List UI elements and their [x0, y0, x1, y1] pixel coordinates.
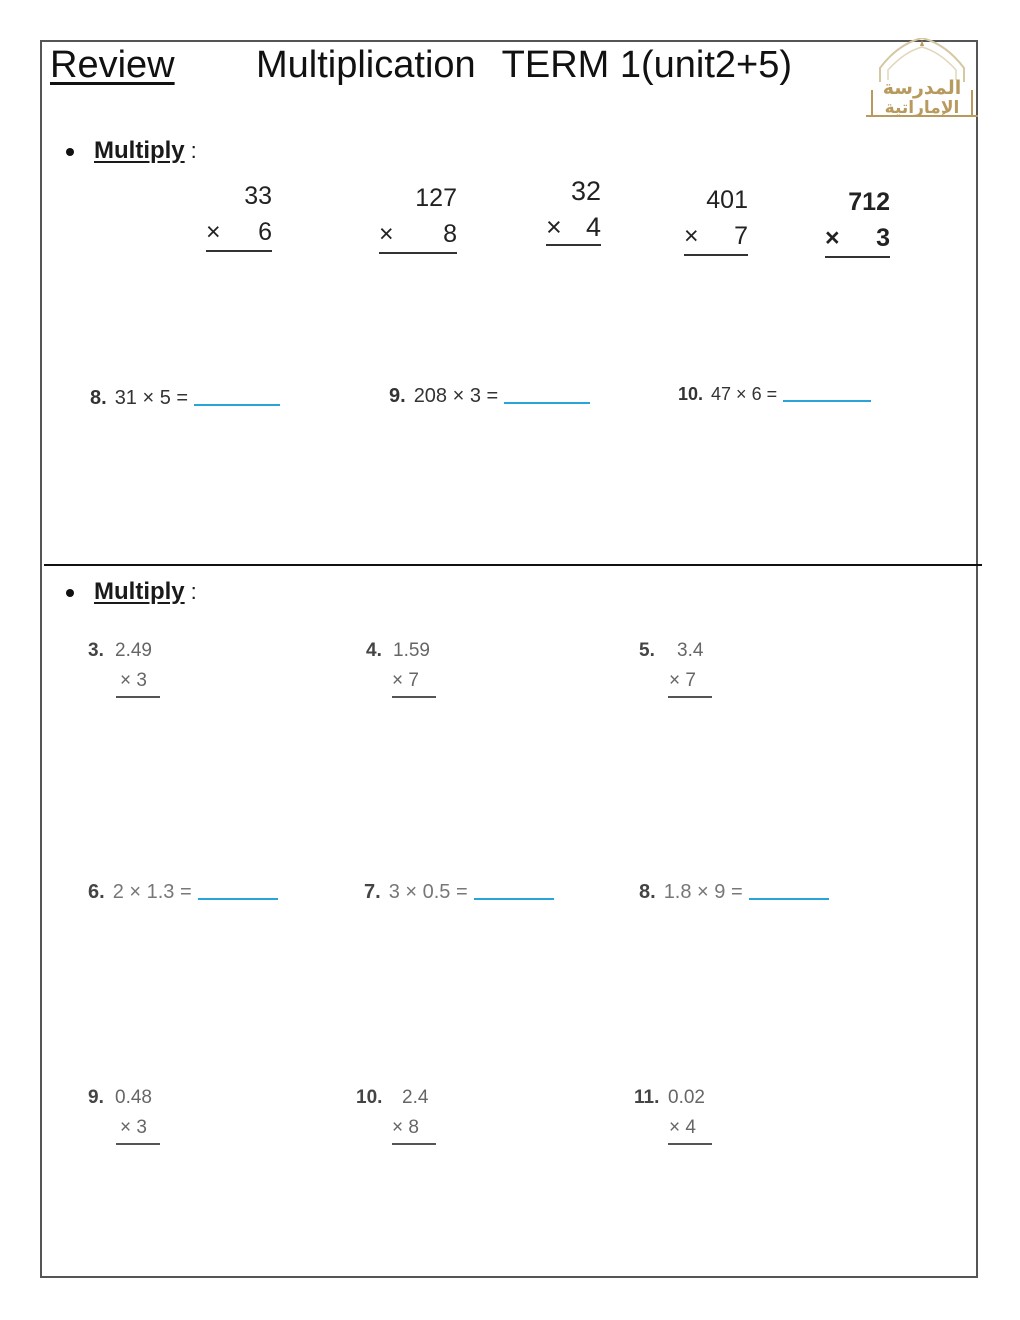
problem-number: 9. — [88, 1087, 104, 1108]
answer-rule — [206, 250, 272, 252]
multiplicand: 3.4 — [677, 640, 704, 661]
answer-rule — [379, 252, 457, 254]
instruction-label: Multiply — [94, 578, 185, 605]
times-sign: × — [546, 212, 562, 242]
decimal-problem-11 — [634, 1087, 724, 1147]
instruction-label: Multiply — [94, 137, 185, 164]
problem-33x6 — [206, 182, 272, 256]
instruction-colon: : — [190, 579, 197, 604]
instruction-colon: : — [190, 138, 197, 163]
multiplier: × 3 — [120, 670, 147, 691]
answer-rule — [116, 1143, 160, 1145]
page-title — [256, 44, 792, 87]
times-sign: × — [379, 220, 394, 248]
answer-rule — [668, 696, 712, 698]
answer-rule — [825, 256, 890, 258]
multiplier: × 7 — [392, 670, 419, 691]
answer-rule — [392, 696, 436, 698]
equation-expr: 1.8 × 9 = — [663, 881, 743, 903]
multiplicand: 2.4 — [402, 1087, 429, 1108]
problem-127x8 — [379, 184, 457, 258]
problem-number: 3. — [88, 640, 104, 661]
answer-rule — [546, 244, 601, 246]
problem-number: 8. — [90, 387, 107, 409]
problem-number: 9. — [389, 385, 406, 407]
multiplicand: 33 — [244, 182, 272, 210]
problem-32x4 — [546, 176, 601, 250]
multiplier: 8 — [443, 220, 457, 248]
answer-blank[interactable] — [783, 400, 871, 402]
problem-number: 8. — [639, 881, 656, 903]
multiplicand: 1.59 — [393, 640, 430, 661]
bullet-icon — [66, 148, 74, 156]
equation-expr: 31 × 5 = — [114, 387, 189, 409]
problem-number: 11. — [634, 1087, 660, 1108]
decimal-equation-6 — [88, 881, 278, 904]
decimal-equation-8 — [639, 881, 829, 904]
multiplicand: 127 — [415, 184, 457, 212]
problem-number: 4. — [366, 640, 382, 661]
answer-blank[interactable] — [749, 898, 829, 900]
decimal-problem-9 — [88, 1087, 168, 1147]
equation-expr: 47 × 6 = — [711, 384, 778, 404]
equation-8 — [90, 387, 280, 410]
problem-number: 10. — [356, 1087, 383, 1108]
bullet-icon — [66, 589, 74, 597]
answer-blank[interactable] — [474, 898, 554, 900]
title-term: TERM 1(unit2+5) — [501, 44, 793, 86]
logo-text-1: المدرسة — [882, 77, 962, 99]
multiplier: × 4 — [669, 1117, 696, 1138]
problem-401x7 — [684, 186, 748, 260]
answer-blank[interactable] — [198, 898, 278, 900]
times-sign: × — [825, 224, 840, 252]
section2-instruction — [66, 578, 197, 606]
problem-number: 10. — [678, 384, 704, 404]
decimal-problem-4 — [366, 640, 446, 700]
equation-10 — [678, 384, 871, 405]
problem-number: 5. — [639, 640, 655, 661]
review-heading: Review — [50, 44, 175, 86]
multiplier: 4 — [585, 212, 601, 242]
logo-text-2: الإماراتية — [884, 98, 960, 118]
answer-rule — [684, 254, 748, 256]
equation-expr: 3 × 0.5 = — [388, 881, 468, 903]
equation-9 — [389, 385, 590, 408]
answer-rule — [668, 1143, 712, 1145]
multiplier: 3 — [876, 224, 890, 252]
answer-rule — [392, 1143, 436, 1145]
answer-blank[interactable] — [194, 404, 280, 406]
multiplicand: 32 — [570, 176, 601, 206]
multiplicand: 0.02 — [668, 1087, 705, 1108]
section1-instruction — [66, 137, 197, 165]
multiplier: × 7 — [669, 670, 696, 691]
multiplier: 7 — [734, 222, 748, 250]
answer-blank[interactable] — [504, 402, 590, 404]
decimal-problem-10 — [356, 1087, 446, 1147]
equation-expr: 208 × 3 = — [413, 385, 499, 407]
equation-expr: 2 × 1.3 = — [112, 881, 192, 903]
problem-number: 7. — [364, 881, 381, 903]
section-divider — [44, 564, 982, 566]
problem-number: 6. — [88, 881, 105, 903]
title-multiplication: Multiplication — [256, 44, 476, 86]
multiplicand: 712 — [848, 188, 890, 216]
multiplier: × 8 — [392, 1117, 419, 1138]
decimal-problem-5 — [639, 640, 719, 700]
multiplicand: 401 — [706, 186, 748, 214]
times-sign: × — [684, 222, 699, 250]
school-logo — [858, 38, 986, 120]
times-sign: × — [206, 218, 221, 246]
multiplicand: 2.49 — [115, 640, 152, 661]
decimal-equation-7 — [364, 881, 554, 904]
problem-712x3 — [825, 188, 890, 262]
multiplicand: 0.48 — [115, 1087, 152, 1108]
decimal-problem-3 — [88, 640, 168, 700]
answer-rule — [116, 696, 160, 698]
multiplier: 6 — [258, 218, 272, 246]
multiplier: × 3 — [120, 1117, 147, 1138]
